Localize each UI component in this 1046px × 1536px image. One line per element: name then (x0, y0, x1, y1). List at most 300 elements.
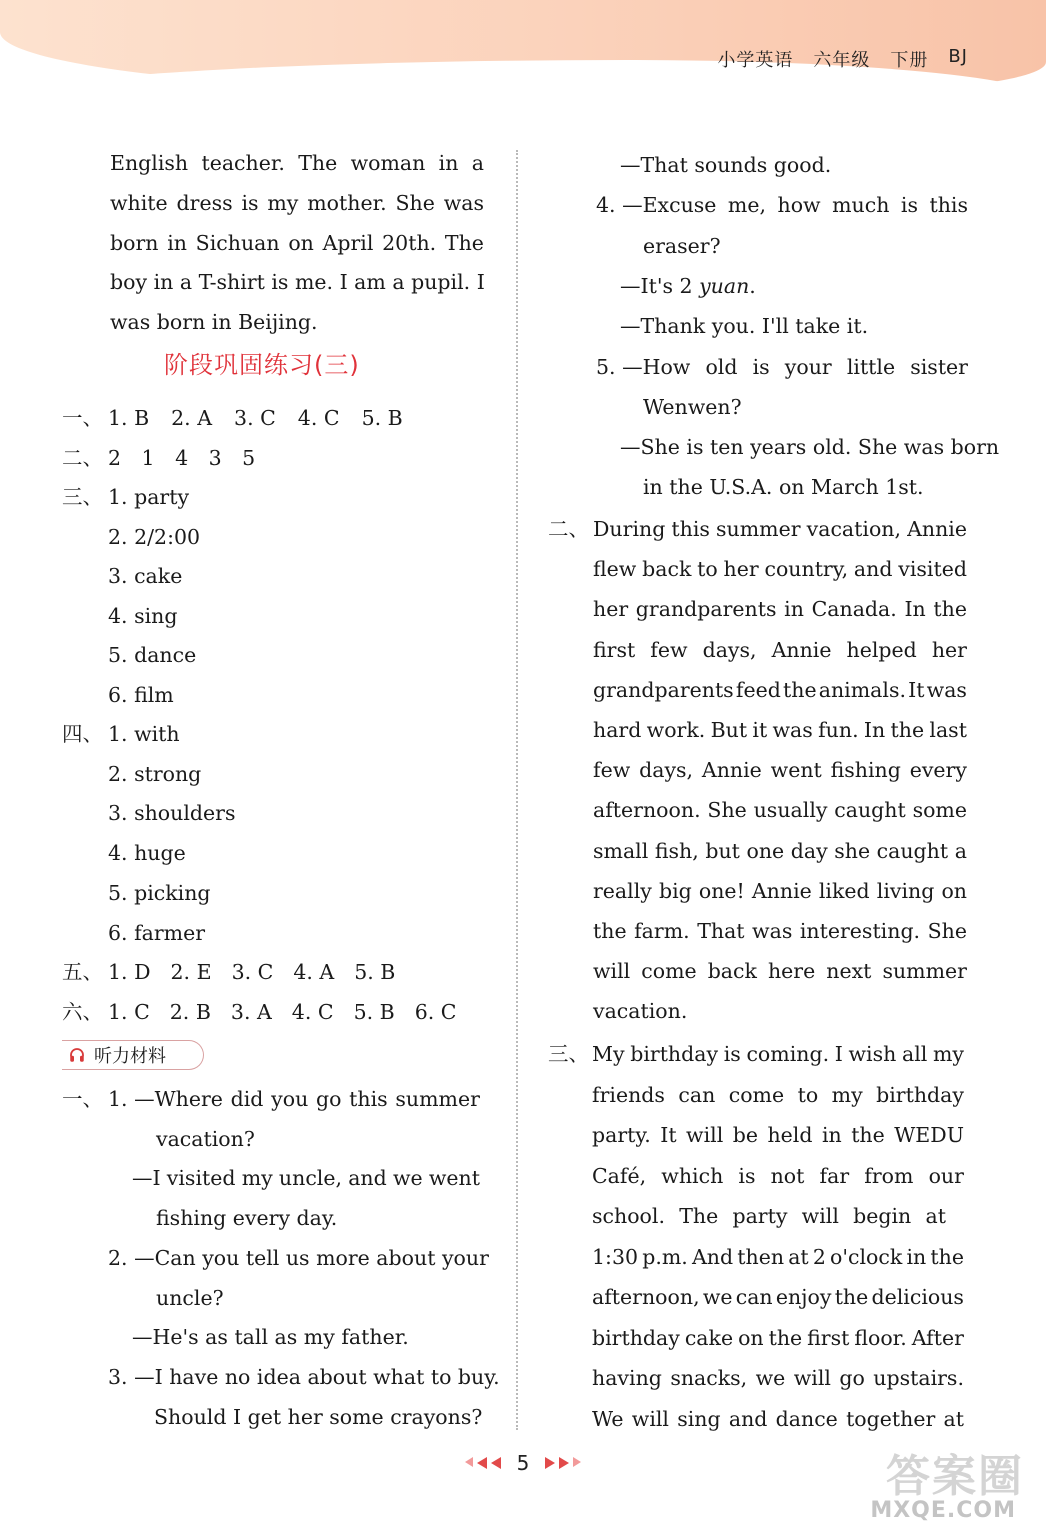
answer-row (108, 445, 255, 471)
text-fragment: teacher. (201, 151, 285, 175)
text-fragment: but (705, 838, 740, 863)
text-fragment: last (929, 718, 967, 742)
listening-line (620, 152, 831, 178)
text-fragment: on (738, 1325, 764, 1350)
text-fragment: was (926, 677, 967, 702)
passage-line (110, 230, 484, 256)
watermark-sub: MXQE.COM (870, 1498, 1016, 1523)
text-fragment: my (267, 190, 299, 215)
text-fragment: days, (639, 758, 694, 783)
listening-line (156, 1205, 337, 1231)
text-fragment: party. (592, 1123, 651, 1147)
listening-line (592, 1244, 964, 1270)
text-fragment: her (723, 557, 759, 582)
text-fragment: delicious (871, 1285, 964, 1309)
text-fragment: boy in a T-shirt is me. I am a pupil. I (110, 270, 485, 295)
text-fragment: 4. sing (108, 603, 178, 628)
text-fragment: 2 (812, 1244, 826, 1269)
listening-line (643, 394, 742, 420)
listening-line (643, 474, 924, 500)
answer-line (108, 484, 189, 510)
text-fragment: birthday (592, 1325, 680, 1350)
text-fragment: was (443, 190, 484, 215)
text-fragment: it (752, 718, 768, 742)
text-fragment: visited (898, 557, 967, 582)
text-fragment: —She is ten years old. She was born (620, 435, 1000, 460)
section-label: 一、 (62, 1087, 103, 1111)
text-fragment: this (671, 517, 710, 541)
text-fragment: to (697, 557, 718, 582)
text-fragment: in (167, 230, 187, 255)
text-fragment: born (110, 230, 159, 255)
text-fragment: flew (593, 557, 637, 582)
text-fragment: interesting. (799, 919, 921, 943)
answer-item: 4. A (293, 960, 335, 984)
answer-line (108, 880, 211, 906)
text-fragment: the (890, 718, 925, 742)
text-fragment: woman (350, 151, 426, 175)
text-fragment: sister (910, 354, 968, 379)
text-fragment: how (777, 193, 821, 218)
answer-item: 3. A (230, 1000, 272, 1024)
text-fragment: —It's 2 (620, 273, 700, 298)
listening-line (593, 596, 967, 622)
text-fragment: vacation, (806, 517, 902, 541)
listening-line (132, 1165, 480, 1191)
text-fragment: liked (818, 878, 870, 903)
text-fragment: WEDU (894, 1123, 964, 1147)
text-fragment: at (925, 1204, 946, 1228)
text-fragment: 6. film (108, 682, 174, 707)
text-fragment: back (642, 557, 692, 582)
listening-line (592, 1325, 964, 1351)
header-volume: 下册 (890, 50, 929, 71)
text-fragment: farm. (634, 919, 690, 943)
text-fragment: old (705, 354, 738, 379)
text-fragment: April (322, 230, 374, 255)
text-fragment: the (593, 919, 627, 943)
text-fragment: She (927, 919, 967, 943)
text-fragment: 4. —Excuse (596, 193, 717, 218)
answer-line (108, 800, 235, 826)
text-fragment: at (788, 1244, 809, 1269)
text-fragment: far (819, 1163, 850, 1188)
text-fragment: days, (702, 637, 757, 662)
text-fragment: did (230, 1087, 264, 1111)
text-fragment: not (770, 1163, 805, 1188)
text-fragment: yuan (699, 273, 750, 298)
section-label: 三、 (62, 485, 103, 509)
text-fragment: much (832, 193, 890, 218)
listening-line (596, 354, 968, 380)
text-fragment: the (768, 1325, 803, 1350)
text-fragment: is (723, 1042, 741, 1066)
text-fragment: In (863, 718, 886, 742)
text-fragment: The (444, 230, 484, 255)
text-fragment: afternoon. (593, 798, 701, 823)
text-fragment: and (853, 557, 893, 582)
answer-row (108, 959, 395, 985)
answer-line (108, 524, 200, 550)
text-fragment: 1:30 (592, 1244, 639, 1269)
answer-item: 6. C (414, 1000, 457, 1024)
listening-line (592, 1041, 964, 1067)
text-fragment: She (395, 190, 435, 215)
text-fragment: . (749, 273, 756, 298)
text-fragment: my (241, 1166, 273, 1191)
text-fragment: held (767, 1123, 813, 1147)
text-fragment: Sichuan (195, 230, 280, 255)
text-fragment: will (801, 1204, 839, 1228)
text-fragment: went (428, 1166, 480, 1191)
text-fragment: uncle, (278, 1166, 343, 1191)
text-fragment: really (593, 878, 652, 903)
text-fragment: the (851, 1123, 885, 1147)
text-fragment: be (732, 1123, 758, 1147)
answer-line (108, 642, 196, 668)
text-fragment: —Thank you. I'll take it. (620, 314, 869, 339)
text-fragment: My (592, 1042, 625, 1066)
text-fragment: go (315, 1087, 342, 1111)
text-fragment: was (752, 919, 793, 943)
watermark (864, 1440, 1034, 1530)
text-fragment: will (631, 1406, 669, 1431)
text-fragment: then (737, 1244, 785, 1269)
passage-line (110, 309, 318, 335)
text-fragment: 20th. (382, 230, 437, 255)
answer-line (108, 603, 177, 629)
text-fragment: her (593, 597, 629, 622)
text-fragment: country, (764, 557, 849, 582)
text-fragment: She (707, 798, 747, 823)
text-fragment: a (471, 151, 484, 175)
text-fragment: the (783, 677, 817, 702)
text-fragment: 5. dance (108, 643, 197, 667)
text-fragment: usually (753, 798, 828, 823)
text-fragment: 2. strong (108, 761, 202, 786)
text-fragment: Annie (907, 517, 967, 541)
answer-row (108, 405, 403, 431)
listening-line (592, 1365, 964, 1391)
text-fragment: —I (132, 1166, 161, 1191)
text-fragment: big (658, 878, 692, 903)
text-fragment: 2. 2/2:00 (108, 524, 201, 549)
text-fragment: That (697, 919, 745, 943)
text-fragment: —He's as tall as my father. (132, 1325, 409, 1350)
passage-line (110, 190, 484, 216)
listening-line (108, 1245, 489, 1271)
text-fragment: 5. picking (108, 880, 211, 905)
listening-line (593, 516, 967, 542)
text-fragment: Should I get her some crayons? (154, 1404, 483, 1429)
text-fragment: —That sounds good. (620, 153, 832, 177)
text-fragment: 1. with (108, 722, 180, 746)
text-fragment: 4. huge (108, 841, 186, 866)
text-fragment: coming. (746, 1042, 830, 1066)
text-fragment: But (710, 718, 748, 742)
listening-line (593, 878, 967, 904)
section-title: 阶段巩固练习(三) (164, 351, 360, 379)
text-fragment: 3. shoulders (108, 801, 236, 826)
text-fragment: this (929, 193, 968, 218)
listening-line (592, 1163, 964, 1189)
passage-line (110, 269, 485, 295)
section-label: 三、 (548, 1042, 589, 1066)
text-fragment: fish, (654, 838, 699, 863)
text-fragment: is (752, 354, 770, 379)
answer-item: 2. B (169, 1000, 211, 1024)
text-fragment: 3. cake (108, 564, 183, 588)
listening-line (593, 998, 687, 1024)
text-fragment: 2 1 4 3 5 (108, 446, 256, 470)
text-fragment: It (908, 677, 925, 702)
text-fragment: helped (846, 637, 917, 662)
text-fragment: her (931, 637, 967, 662)
answer-item: 5. B (361, 406, 403, 430)
text-fragment: in (438, 151, 459, 175)
listening-line (593, 637, 967, 663)
text-fragment: the (930, 1244, 964, 1269)
text-fragment: I (834, 1042, 843, 1066)
text-fragment: fishing (830, 758, 901, 783)
header-meta (717, 46, 968, 72)
listening-line (593, 958, 967, 984)
text-fragment: It (660, 1123, 677, 1147)
text-fragment: work. (646, 718, 706, 742)
text-fragment: the (834, 1285, 869, 1309)
text-fragment: every (909, 758, 967, 783)
passage-line (110, 150, 484, 176)
answer-line (108, 761, 201, 787)
text-fragment: white (110, 190, 168, 215)
listening-line (593, 757, 967, 783)
text-fragment: summer (882, 959, 967, 984)
text-fragment: party (732, 1204, 788, 1228)
text-fragment: come (728, 1082, 785, 1107)
text-fragment: fun. (818, 718, 859, 742)
text-fragment: all (901, 1042, 928, 1066)
text-fragment: And (691, 1244, 734, 1269)
text-fragment: having (592, 1366, 662, 1390)
text-fragment: is (738, 1163, 756, 1188)
text-fragment: Café, (592, 1163, 647, 1188)
answer-item: 1. D (108, 960, 151, 984)
text-fragment: went (770, 758, 822, 783)
text-fragment: During (593, 517, 666, 541)
text-fragment: on (288, 230, 314, 255)
text-fragment: was born in Beijing. (110, 310, 318, 335)
text-fragment: dress (176, 190, 233, 215)
listening-line (593, 797, 967, 823)
listening-line (593, 556, 967, 582)
text-fragment: we (755, 1366, 786, 1390)
listening-line (156, 1285, 224, 1311)
text-fragment: caught (876, 838, 949, 863)
answer-item: 5. B (354, 960, 396, 984)
text-fragment: living (876, 878, 935, 903)
text-fragment: visited (166, 1166, 236, 1191)
text-fragment: first (593, 637, 636, 662)
text-fragment: mother. (307, 190, 387, 215)
text-fragment: go (839, 1366, 865, 1390)
text-fragment: we (392, 1166, 423, 1191)
text-fragment: back (707, 959, 757, 984)
section-label: 一、 (62, 406, 103, 430)
text-fragment: your (784, 354, 832, 379)
text-fragment: will (793, 1366, 831, 1390)
text-fragment: this (349, 1087, 388, 1111)
text-fragment: some (912, 798, 967, 823)
text-fragment: fishing every day. (156, 1206, 338, 1231)
answer-item: 4. C (297, 406, 340, 430)
text-fragment: 1. —Where (108, 1087, 223, 1111)
section-label: 四、 (62, 722, 103, 746)
text-fragment: and (728, 1406, 768, 1431)
text-fragment: friends (592, 1082, 665, 1107)
text-fragment: We (592, 1406, 624, 1431)
listening-tag (62, 1040, 204, 1070)
answer-item: 2. A (171, 406, 213, 430)
text-fragment: in (784, 597, 804, 622)
prev-arrows-icon (465, 1457, 501, 1469)
answer-line (108, 682, 174, 708)
answer-row (108, 999, 456, 1025)
text-fragment: you (271, 1087, 309, 1111)
text-fragment: summer (395, 1087, 480, 1111)
listening-line (620, 313, 868, 339)
answer-item: 5. B (353, 1000, 395, 1024)
header-grade: 六年级 (813, 50, 871, 71)
text-fragment: come (641, 959, 697, 984)
headphones-icon (68, 1046, 86, 1064)
listening-tag-label: 听力材料 (94, 1046, 166, 1067)
text-fragment: first (807, 1325, 850, 1350)
answer-item: 3. C (231, 960, 274, 984)
text-fragment: together (846, 1406, 936, 1431)
watermark-main: 答案圈 (886, 1451, 1024, 1502)
text-fragment: in (821, 1123, 842, 1147)
answer-item: 1. B (108, 406, 150, 430)
text-fragment: sing (677, 1406, 721, 1431)
section-label: 二、 (548, 517, 589, 541)
listening-line (592, 1082, 964, 1108)
listening-line (108, 1364, 500, 1390)
listening-line (592, 1122, 964, 1148)
listening-line (593, 838, 967, 864)
text-fragment: wish (848, 1042, 897, 1066)
text-fragment: vacation. (593, 999, 688, 1024)
text-fragment: here (767, 959, 816, 984)
text-fragment: Canada. (811, 597, 897, 622)
text-fragment: begin (853, 1204, 912, 1228)
text-fragment: floor. (854, 1325, 907, 1350)
next-arrows-icon (545, 1457, 581, 1469)
listening-line (596, 192, 968, 218)
text-fragment: will (593, 959, 631, 984)
text-fragment: vacation? (156, 1126, 255, 1151)
text-fragment: day (790, 838, 828, 863)
answer-line (108, 563, 182, 589)
text-fragment: dance (775, 1406, 838, 1431)
text-fragment: birthday (630, 1042, 719, 1066)
text-fragment: in the U.S.A. on March 1st. (643, 475, 924, 500)
text-fragment: 2. —Can you tell us more about your (108, 1245, 489, 1270)
section-label: 六、 (62, 1000, 103, 1024)
text-fragment: can (735, 1285, 773, 1309)
text-fragment: we (702, 1285, 733, 1309)
text-fragment: English (110, 151, 189, 175)
text-fragment: is (241, 190, 259, 215)
text-fragment: After (911, 1325, 964, 1350)
answer-item: 2. E (170, 960, 212, 984)
header-subject: 小学英语 (717, 50, 794, 71)
listening-line (593, 918, 967, 944)
section-label: 二、 (62, 446, 103, 470)
text-fragment: school. (592, 1204, 665, 1228)
listening-line (593, 717, 967, 743)
text-fragment: will (686, 1123, 724, 1147)
text-fragment: can (678, 1082, 716, 1107)
text-fragment: was (772, 718, 813, 742)
listening-line (592, 1406, 964, 1432)
text-fragment: to (797, 1082, 819, 1107)
text-fragment: our (928, 1163, 964, 1188)
listening-line (592, 1284, 964, 1310)
answer-item: 4. C (291, 1000, 334, 1024)
text-fragment: at (943, 1406, 964, 1431)
answer-line (108, 840, 186, 866)
text-fragment: she (834, 838, 871, 863)
text-fragment: 5. —How (596, 354, 691, 379)
text-fragment: a (954, 838, 967, 863)
text-fragment: snacks, (670, 1366, 748, 1390)
text-fragment: few (593, 758, 631, 783)
text-fragment: hard (593, 718, 642, 742)
text-fragment: from (864, 1163, 914, 1188)
text-fragment: Annie (751, 878, 812, 903)
text-fragment: summer (716, 517, 801, 541)
listening-line (620, 273, 756, 299)
text-fragment: my (831, 1082, 863, 1107)
answer-line (108, 920, 205, 946)
listening-line (154, 1404, 482, 1430)
text-fragment: In (904, 597, 926, 622)
text-fragment: enjoy (775, 1285, 832, 1309)
text-fragment: caught (834, 798, 906, 823)
listening-line (620, 434, 999, 460)
text-fragment: afternoon, (592, 1285, 700, 1309)
text-fragment: Wenwen? (643, 394, 742, 419)
answer-item: 3. C (234, 406, 276, 430)
text-fragment: one! (698, 878, 745, 903)
column-divider (516, 150, 518, 1430)
text-fragment: The (298, 151, 338, 175)
text-fragment: in (906, 1244, 927, 1269)
text-fragment: 1. party (108, 485, 190, 509)
text-fragment: 3. —I have no idea about what to buy. (108, 1364, 500, 1389)
text-fragment: 6. farmer (108, 920, 206, 945)
text-fragment: few (650, 637, 688, 662)
text-fragment: little (846, 354, 896, 379)
text-fragment: and (348, 1166, 387, 1191)
page-number: 5 (516, 1451, 530, 1475)
text-fragment: one (746, 838, 785, 863)
text-fragment: cake (684, 1325, 734, 1350)
listening-line (108, 1086, 480, 1112)
text-fragment: animals. (818, 677, 906, 702)
answer-line (108, 721, 180, 747)
text-fragment: eraser? (643, 233, 721, 258)
